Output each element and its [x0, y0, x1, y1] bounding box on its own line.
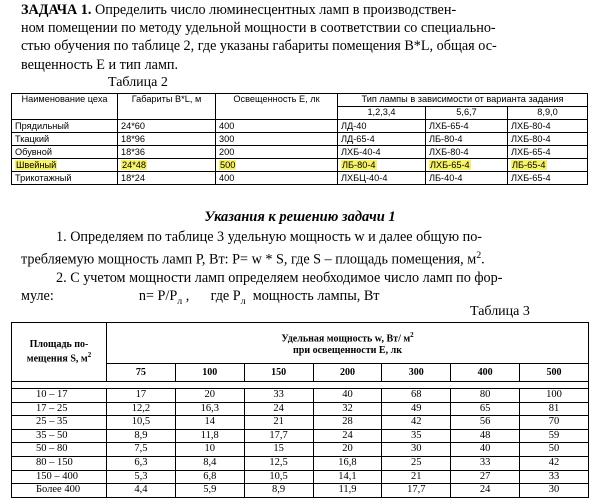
t3-cell: 16,8 [313, 456, 382, 470]
t2-cell-lamp: ЛХБ-65-4 [508, 172, 588, 185]
t3-cell: 24 [451, 484, 520, 498]
t2-cell-dims: 18*24 [118, 172, 216, 185]
t3-cell: 4,4 [107, 484, 176, 498]
t3-cell: 49 [382, 402, 451, 416]
t2-cell-dims: 18*96 [118, 133, 216, 146]
task-line-3: стью обучения по таблице 2, где указаны габариты помещения В*L, общая ос- [21, 38, 497, 55]
t3-cell: 48 [451, 429, 520, 443]
t2-cell-dims: 24*48 [118, 159, 216, 172]
t2-cell-shop: Обувной [12, 146, 118, 159]
t3-cell: 68 [382, 389, 451, 403]
t3-lux-header: 400 [451, 364, 520, 382]
t3-cell: 5,9 [175, 484, 244, 498]
t3-cell-area: 10 – 17 [12, 389, 107, 403]
t3-cell: 50 [520, 443, 589, 457]
table3-caption: Таблица 3 [470, 304, 530, 319]
t3-lux-header: 300 [382, 364, 451, 382]
t3-cell: 20 [313, 443, 382, 457]
t3-cell: 21 [244, 416, 313, 430]
t3-cell: 25 [382, 456, 451, 470]
t3-cell: 12,2 [107, 402, 176, 416]
t3-cell: 10,5 [244, 470, 313, 484]
t2-cell-lamp: ЛБ-80-4 [338, 159, 426, 172]
t3-cell: 6,8 [175, 470, 244, 484]
t3-cell: 10,5 [107, 416, 176, 430]
table-row [12, 484, 589, 498]
t2-cell-shop: Швейный [12, 159, 118, 172]
t3-lux-header: 500 [520, 364, 589, 382]
t2-cell-lamp: ЛХБ-65-4 [508, 146, 588, 159]
t3-cell: 27 [451, 470, 520, 484]
t2-cell-illum: 300 [216, 133, 338, 146]
table-row [12, 416, 589, 430]
t2-cell-lamp: ЛБ-40-4 [426, 172, 508, 185]
t3-cell: 40 [313, 389, 382, 403]
table-row [12, 133, 588, 146]
t2-cell-shop: Ткацкий [12, 133, 118, 146]
instr-line-3: 2. С учетом мощности ламп определяем необходимое число ламп по фор- [56, 269, 503, 286]
table-row [12, 389, 589, 403]
t2-header-variant-2: 5,6,7 [426, 107, 508, 120]
t3-cell: 42 [382, 416, 451, 430]
t3-cell: 30 [382, 443, 451, 457]
t3-cell: 15 [244, 443, 313, 457]
t3-cell: 100 [520, 389, 589, 403]
t2-cell-lamp: ЛХБЦ-40-4 [338, 172, 426, 185]
instructions-title: Указания к решению задачи 1 [204, 209, 396, 225]
t2-cell-lamp: ЛБ-65-4 [508, 159, 588, 172]
t3-cell: 24 [313, 429, 382, 443]
table-row [12, 456, 589, 470]
t3-cell: 8,9 [107, 429, 176, 443]
t3-cell-area: 35 – 50 [12, 429, 107, 443]
table-row-highlighted [12, 159, 588, 172]
task-line-1: ЗАДАЧА 1. Определить число люминесцентных ламп в производствен- [21, 2, 457, 18]
t3-cell: 14,1 [313, 470, 382, 484]
table2 [11, 93, 588, 185]
t3-lux-header: 75 [107, 364, 176, 382]
t3-cell: 59 [520, 429, 589, 443]
t3-cell: 42 [520, 456, 589, 470]
table2-caption: Таблица 2 [108, 75, 168, 90]
t3-lux-header: 150 [244, 364, 313, 382]
t3-cell: 11,9 [313, 484, 382, 498]
t2-cell-lamp: ЛХБ-80-4 [508, 133, 588, 146]
t3-cell: 8,9 [244, 484, 313, 498]
t3-cell-area: 17 – 25 [12, 402, 107, 416]
t3-cell-area: 50 – 80 [12, 443, 107, 457]
t2-cell-illum: 400 [216, 120, 338, 133]
t3-cell: 40 [451, 443, 520, 457]
t2-cell-illum: 500 [216, 159, 338, 172]
t3-header-power: Удельная мощность w, Вт/ $м^2$ при освещенности Е, лк [107, 323, 589, 364]
task-statement [21, 1, 597, 74]
t2-header-dims: Габариты В*L, м [118, 94, 216, 120]
t3-cell: 10 [175, 443, 244, 457]
t3-cell: 14 [175, 416, 244, 430]
t3-cell: 33 [451, 456, 520, 470]
t2-cell-illum: 400 [216, 172, 338, 185]
t3-cell: 24 [244, 402, 313, 416]
t2-cell-shop: Прядильный [12, 120, 118, 133]
t3-lux-header: 100 [175, 364, 244, 382]
t3-cell: 11,8 [175, 429, 244, 443]
t3-cell: 17,7 [244, 429, 313, 443]
task-line-4: вещенность Е и тип ламп. [21, 56, 179, 73]
t3-cell: 33 [244, 389, 313, 403]
t3-cell-area: Более 400 [12, 484, 107, 498]
table-row [12, 429, 589, 443]
table-row [12, 146, 588, 159]
t3-cell: 8,4 [175, 456, 244, 470]
t2-header-variant-3: 8,9,0 [508, 107, 588, 120]
instr-line-4: муле: $n= Р/Р_л$ , где $Р_л$ мощность лампы, Вт [21, 288, 380, 308]
t3-cell-area: 25 – 35 [12, 416, 107, 430]
t2-cell-lamp: ЛХБ-80-4 [508, 120, 588, 133]
table3 [11, 322, 589, 498]
instructions-text [21, 228, 597, 312]
t2-cell-illum: 200 [216, 146, 338, 159]
t2-cell-lamp: ЛБ-80-4 [426, 133, 508, 146]
task-line-2: ном помещении по методу удельной мощности в соответствии со специально- [21, 20, 496, 37]
t2-cell-lamp: ЛХБ-40-4 [338, 146, 426, 159]
t2-cell-shop: Трикотажный [12, 172, 118, 185]
t3-cell: 33 [520, 470, 589, 484]
t2-cell-lamp: ЛХБ-65-4 [426, 120, 508, 133]
t2-cell-dims: 24*60 [118, 120, 216, 133]
task-lead: ЗАДАЧА 1. [21, 2, 92, 18]
table-row [12, 402, 589, 416]
instr-line-1: 1. Определяем по таблице 3 удельную мощность w и далее общую по- [56, 229, 483, 245]
t3-cell: 70 [520, 416, 589, 430]
t2-header-shop: Наименование цеха [12, 94, 118, 120]
t3-cell: 28 [313, 416, 382, 430]
t3-cell: 16,3 [175, 402, 244, 416]
t3-cell: 12,5 [244, 456, 313, 470]
t2-cell-dims: 18*36 [118, 146, 216, 159]
t3-cell: 35 [382, 429, 451, 443]
t3-cell: 17,7 [382, 484, 451, 498]
t3-header-area: Площадь по- мещения S, $м^2$ [12, 323, 107, 382]
t2-cell-lamp: ЛХБ-65-4 [426, 159, 508, 172]
table-row [12, 470, 589, 484]
t3-cell: 7,5 [107, 443, 176, 457]
t3-spacer-row [12, 382, 589, 389]
t3-cell-area: 150 – 400 [12, 470, 107, 484]
t3-cell: 6,3 [107, 456, 176, 470]
t2-cell-lamp: ЛХБ-80-4 [426, 146, 508, 159]
t2-cell-lamp: ЛД-40 [338, 120, 426, 133]
t3-lux-header: 200 [313, 364, 382, 382]
t3-cell: 32 [313, 402, 382, 416]
t3-cell-area: 80 – 150 [12, 456, 107, 470]
table-row [12, 443, 589, 457]
t2-header-illum: Освещенность Е, лк [216, 94, 338, 120]
t3-cell: 81 [520, 402, 589, 416]
t3-cell: 65 [451, 402, 520, 416]
t3-cell: 56 [451, 416, 520, 430]
t3-cell: 5,3 [107, 470, 176, 484]
t2-cell-lamp: ЛД-65-4 [338, 133, 426, 146]
t3-cell: 20 [175, 389, 244, 403]
t3-cell: 21 [382, 470, 451, 484]
t3-cell: 30 [520, 484, 589, 498]
t2-header-lamp-type: Тип лампы в зависимости от варианта задания [338, 94, 588, 107]
t3-cell: 80 [451, 389, 520, 403]
instr-line-2: требляемую мощность ламп Р, Вт: Р= w * S, где S – площадь помещения, $м^2$. [21, 249, 485, 268]
table-row [12, 172, 588, 185]
t2-header-variant-1: 1,2,3,4 [338, 107, 426, 120]
t3-cell: 17 [107, 389, 176, 403]
table-row [12, 120, 588, 133]
